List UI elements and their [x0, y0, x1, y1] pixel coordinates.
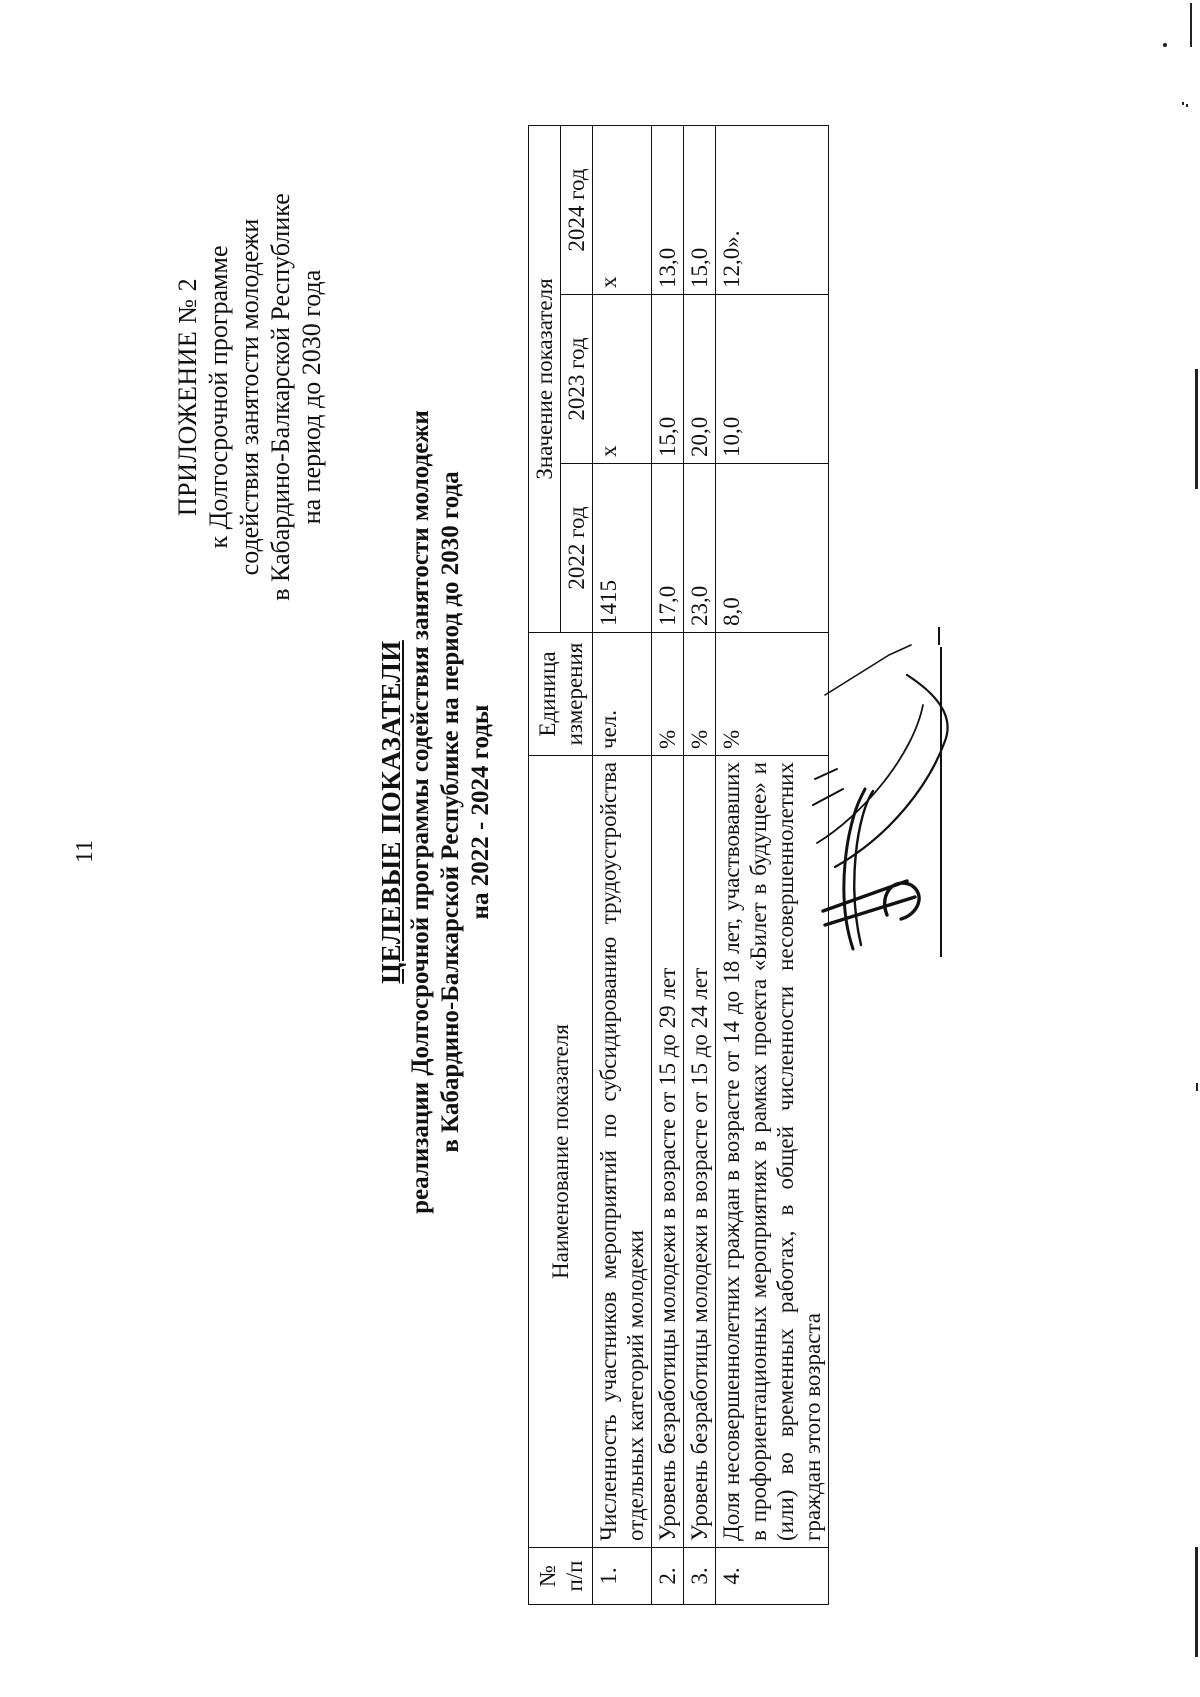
indicators-table — [528, 125, 829, 1605]
appendix-line: на период до 2030 года — [297, 269, 326, 525]
appendix-line: содействия занятости молодежи — [235, 218, 264, 576]
table-row — [684, 126, 716, 1605]
row-name: Уровень безработицы молодежи в возрасте от 15 до 24 лет — [684, 756, 716, 1548]
row-value: х — [593, 295, 652, 464]
scan-edge-mark — [1195, 369, 1198, 489]
heading-title: ЦЕЛЕВЫЕ ПОКАЗАТЕЛИ — [376, 640, 406, 984]
handwritten-signature — [795, 635, 985, 955]
row-value: 12,0». — [716, 126, 829, 295]
row-value: 15,0 — [652, 295, 684, 464]
table-row — [593, 126, 652, 1605]
header-name: Наименование показателя — [529, 756, 593, 1548]
appendix-line: в Кабардино-Балкарской Республике — [266, 193, 295, 601]
row-number: 2. — [652, 1548, 684, 1605]
header-year: 2023 год — [561, 295, 593, 464]
header-year: 2024 год — [561, 126, 593, 295]
appendix-title: ПРИЛОЖЕНИЕ № 2 — [173, 277, 202, 517]
row-unit: % — [716, 633, 829, 756]
header-number: № п/п — [529, 1548, 593, 1605]
row-unit: чел. — [593, 633, 652, 756]
table-header-row — [529, 126, 561, 1605]
row-unit: % — [652, 633, 684, 756]
heading-line: в Кабардино-Балкарской Республике на период до 2030 года — [437, 471, 464, 1153]
row-value: 8,0 — [716, 464, 829, 633]
row-value: 10,0 — [716, 295, 829, 464]
row-number: 1. — [593, 1548, 652, 1605]
scan-mark — [1163, 43, 1167, 47]
row-value: 20,0 — [684, 295, 716, 464]
row-value: 17,0 — [652, 464, 684, 633]
row-value: 1415 — [593, 464, 652, 633]
header-year: 2022 год — [561, 464, 593, 633]
row-unit: % — [684, 633, 716, 756]
row-value: 15,0 — [684, 126, 716, 295]
appendix-block — [172, 177, 327, 617]
heading-line: на 2022 - 2024 годы — [467, 704, 494, 920]
row-value: х — [593, 126, 652, 295]
scan-edge-mark — [1196, 1083, 1198, 1091]
appendix-line: к Долгосрочной программе — [204, 245, 233, 549]
row-name: Уровень безработицы молодежи в возрасте от 15 до 29 лет — [652, 756, 684, 1548]
table-row — [652, 126, 684, 1605]
header-unit: Единица измерения — [529, 633, 593, 756]
row-number: 3. — [684, 1548, 716, 1605]
scan-edge-mark — [1195, 1547, 1198, 1657]
row-value: 23,0 — [684, 464, 716, 633]
scan-edge-mark — [1190, 3, 1192, 47]
scan-mark — [1186, 104, 1188, 107]
row-value: 13,0 — [652, 126, 684, 295]
heading-line: реализации Долгосрочной программы содействия занятости молодежи — [407, 410, 434, 1214]
document-heading — [376, 97, 496, 1527]
row-name: Численность участников мероприятий по субсидированию трудоустройства отдельных категорий молодежи — [593, 756, 652, 1548]
header-values: Значение показателя — [529, 126, 561, 633]
scan-mark — [1182, 102, 1184, 105]
row-name: Доля несовершеннолетних граждан в возрасте от 14 до 18 лет, участвовавших в профориентационных мероприятиях в рамках проекта «Билет в будущее» и (или) во временных работах, в общей численности несовершеннолетних граждан этого возраста — [716, 756, 829, 1548]
page-number: 11 — [72, 839, 98, 863]
row-number: 4. — [716, 1548, 829, 1605]
